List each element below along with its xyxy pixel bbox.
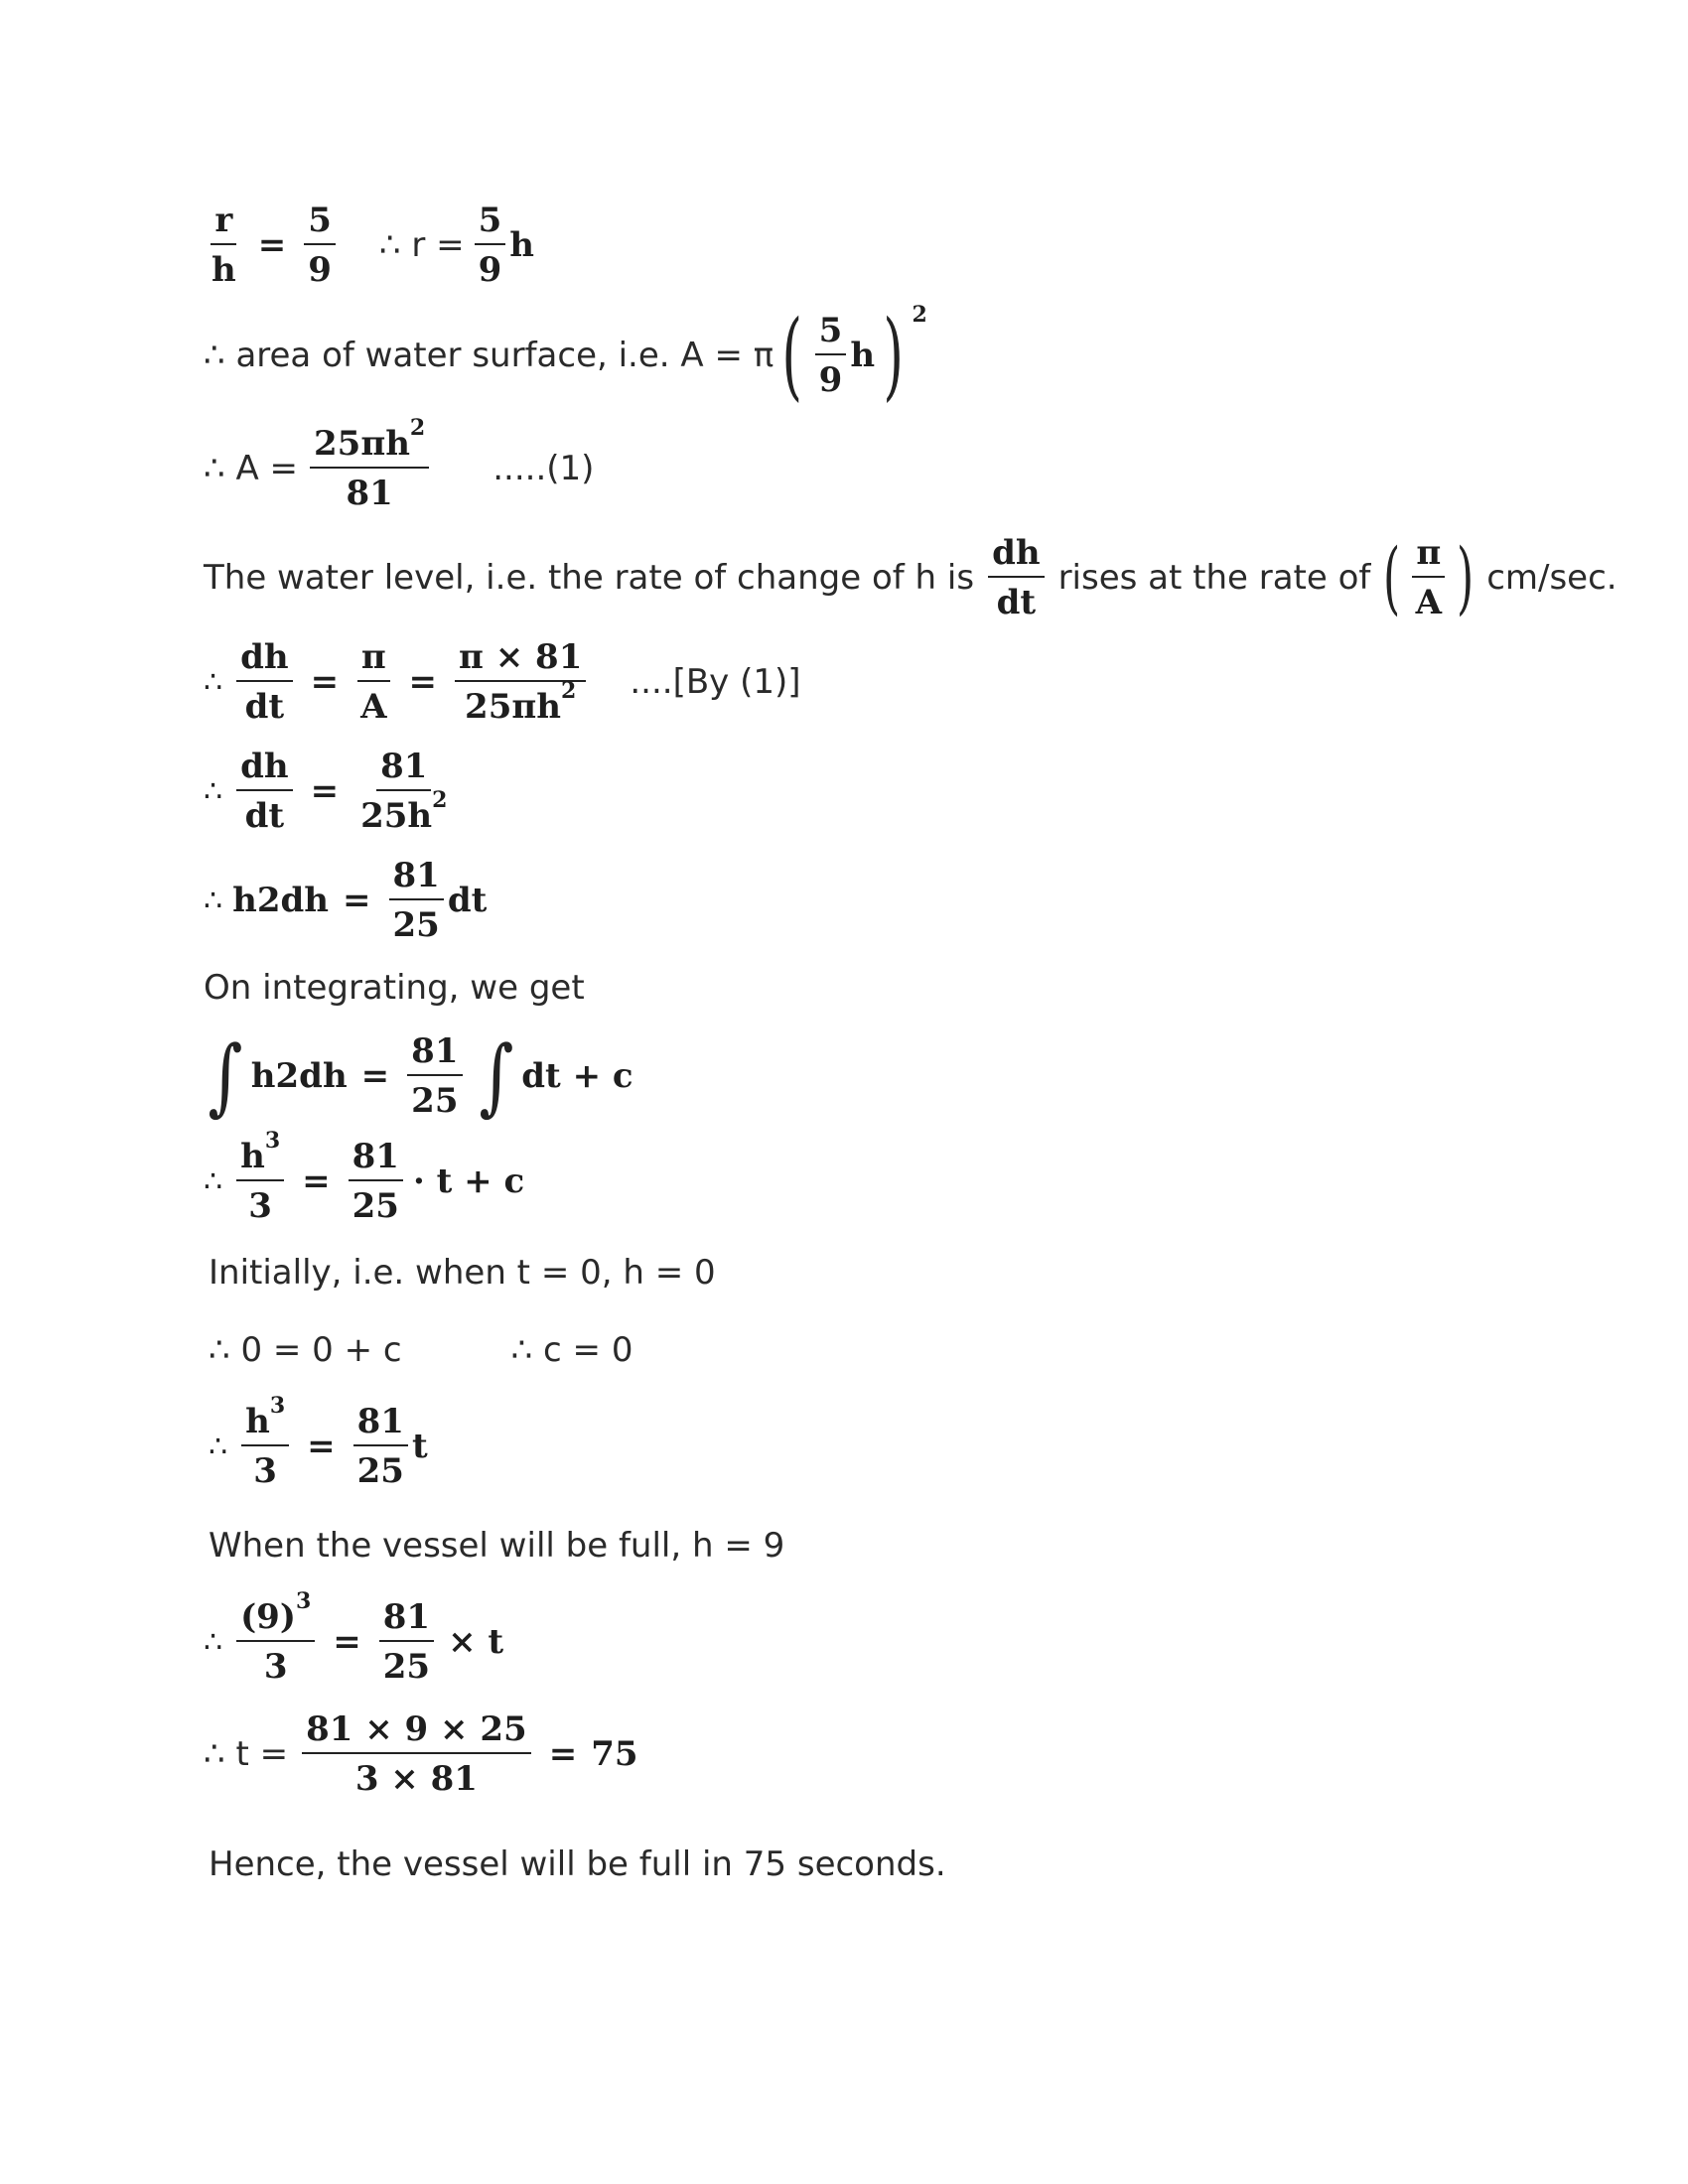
therefore-symbol: ∴ (204, 664, 223, 700)
numerator: 81 (376, 750, 431, 791)
text-full (209, 1526, 784, 1566)
numerator: 5 (304, 204, 336, 245)
denominator: 25 (411, 1081, 459, 1121)
fraction-dh-dt (236, 637, 293, 727)
numerator: 5 (475, 204, 506, 245)
variable-h: h (232, 881, 257, 920)
numerator: 81 (407, 1034, 462, 1076)
conclusion-text: Hence, the vessel will be full in 75 seconds. (209, 1844, 946, 1884)
eq-separated: ∴ h 2 dh = $\frac{81}{25}$ dt (204, 856, 488, 945)
numerator: 81 (389, 859, 444, 900)
fraction-5-over-9 (475, 201, 506, 290)
result-value: 75 (591, 1734, 638, 1774)
therefore-symbol: ∴ (204, 883, 223, 918)
fraction-81-over-25 (353, 1402, 408, 1491)
numerator: 81 (353, 1405, 408, 1446)
a-equals-text: ∴ A = (204, 449, 298, 488)
fraction-dh-dt (988, 533, 1045, 622)
numerator: π × 81 (455, 640, 586, 682)
therefore-symbol: ∴ (204, 773, 223, 809)
variable-h: h (509, 225, 535, 265)
numerator: r (211, 204, 236, 245)
differential-dh: dh (299, 1056, 348, 1096)
fraction-81-over-25 (407, 1031, 462, 1121)
left-paren: ( (1383, 531, 1401, 623)
fraction-5-over-9 (815, 311, 847, 400)
water-level-text: The water level, i.e. the rate of change of h is (204, 558, 975, 598)
fraction-h3-over-3 (241, 1393, 289, 1491)
left-paren: ( (781, 300, 803, 411)
numerator: dh (988, 536, 1045, 578)
denominator: $25\pi h^2$ (465, 678, 577, 727)
right-paren: ) (1457, 531, 1475, 623)
vessel-full-text: When the vessel will be full, h = 9 (209, 1526, 785, 1566)
therefore-r-text: ∴ r = (378, 225, 465, 265)
fraction-5-over-9 (304, 201, 336, 290)
denominator: A (1415, 583, 1442, 622)
therefore-symbol: ∴ (204, 1624, 223, 1660)
fraction-pi81-over-25pih2 (455, 637, 586, 727)
equals: = (257, 225, 287, 265)
fraction-r-over-h (208, 201, 240, 290)
equals: = (343, 881, 371, 920)
fraction-dh-dt (236, 747, 293, 836)
eq-water-level-text (204, 531, 1618, 623)
equation-tag: ....[By (1)] (630, 662, 801, 702)
denominator: dt (244, 796, 285, 836)
denominator: 25 (382, 1647, 431, 1687)
fraction-81-over-25 (389, 856, 444, 945)
eq-solution-t (204, 1709, 638, 1799)
denominator: 3 (263, 1647, 288, 1687)
numerator: dh (236, 640, 293, 682)
tail-expression: × t (448, 1622, 504, 1662)
eq-ratio-r-h (204, 201, 535, 290)
integral-tail: dt + c (521, 1056, 633, 1096)
variable-h: h (250, 1056, 276, 1096)
therefore-symbol: ∴ (204, 1163, 223, 1199)
zero-eq-text: ∴ 0 = 0 + c (209, 1330, 402, 1370)
eq-integral: ∫ h 2 dh = $\frac{81}{25}$ ∫ dt + c (208, 1027, 633, 1125)
integrating-text: On integrating, we get (204, 968, 585, 1008)
equals: = (310, 662, 340, 702)
fraction-81-over-25 (379, 1597, 434, 1687)
area-text: ∴ area of water surface, i.e. A = π (204, 336, 774, 375)
eq-area-surface (204, 300, 927, 411)
differential-dh: dh (280, 881, 329, 920)
exponent: 2 (912, 302, 927, 328)
integral-sign: ∫ (478, 1027, 513, 1125)
denominator: 9 (478, 250, 502, 290)
c-eq-zero-text: ∴ c = 0 (510, 1330, 633, 1370)
fraction-pi-over-a (1412, 533, 1446, 622)
numerator: $(9)^3$ (236, 1600, 315, 1642)
right-paren: ) (883, 300, 905, 411)
denominator: 81 (346, 474, 393, 513)
equals: = (548, 1734, 578, 1774)
t-equals-text: ∴ t = (204, 1734, 289, 1774)
numerator: 5 (815, 314, 847, 355)
tail-expression: · t + c (412, 1161, 525, 1201)
equals: = (307, 1427, 336, 1466)
numerator: dh (236, 750, 293, 791)
text-integrating (204, 968, 585, 1008)
equals: = (310, 771, 340, 811)
denominator: 3 (253, 1451, 277, 1491)
denominator: dt (996, 583, 1037, 622)
differential-dt: dt (447, 881, 488, 920)
equation-tag: .....(1) (492, 449, 595, 488)
integral-sign: ∫ (208, 1027, 243, 1125)
variable-h: h (850, 336, 876, 375)
equals: = (360, 1056, 390, 1096)
denominator: $25h^2$ (360, 787, 448, 836)
equals: = (333, 1622, 361, 1662)
numerator: 81 × 9 × 25 (302, 1712, 531, 1754)
fraction-9cubed-over-3 (236, 1588, 315, 1687)
text-initially (209, 1253, 716, 1293)
denominator: h (211, 250, 236, 290)
numerator: $h^3$ (236, 1140, 284, 1181)
variable-t: t (411, 1427, 428, 1466)
denominator: 3 (248, 1186, 272, 1226)
eq-area-formula (204, 415, 595, 513)
numerator: π (1412, 536, 1445, 578)
denominator: 9 (818, 360, 843, 400)
eq-dh-dt-1 (204, 637, 801, 727)
fraction-25pih2-over-81 (310, 415, 429, 513)
therefore-symbol: ∴ (209, 1429, 228, 1464)
numerator: 81 (379, 1600, 434, 1642)
denominator: 9 (308, 250, 332, 290)
unit-text: cm/sec. (1486, 558, 1618, 598)
denominator: A (360, 687, 387, 727)
equals: = (408, 662, 437, 702)
fraction-h3-over-3 (236, 1128, 284, 1226)
numerator: 81 (349, 1140, 403, 1181)
numerator: π (357, 640, 390, 682)
fraction-81-over-25 (349, 1137, 403, 1226)
eq-h3-t (209, 1393, 428, 1491)
denominator: 3 × 81 (354, 1759, 478, 1799)
fraction-solution (302, 1709, 531, 1799)
denominator: 25 (356, 1451, 404, 1491)
fraction-81-over-25h2 (356, 747, 451, 836)
eq-integrated (204, 1128, 525, 1226)
eq-constant (209, 1330, 633, 1370)
fraction-pi-over-a (356, 637, 390, 727)
numerator: $h^3$ (241, 1405, 289, 1446)
rate-text: rises at the rate of (1057, 558, 1371, 598)
denominator: dt (244, 687, 285, 727)
text-conclusion (209, 1844, 946, 1884)
denominator: 25 (352, 1186, 399, 1226)
initially-text: Initially, i.e. when t = 0, h = 0 (209, 1253, 716, 1293)
denominator: 25 (392, 905, 440, 945)
equals: = (302, 1161, 331, 1201)
eq-substitute (204, 1588, 504, 1687)
eq-dh-dt-2 (204, 747, 455, 836)
numerator: $25\pi h^2$ (310, 427, 429, 469)
